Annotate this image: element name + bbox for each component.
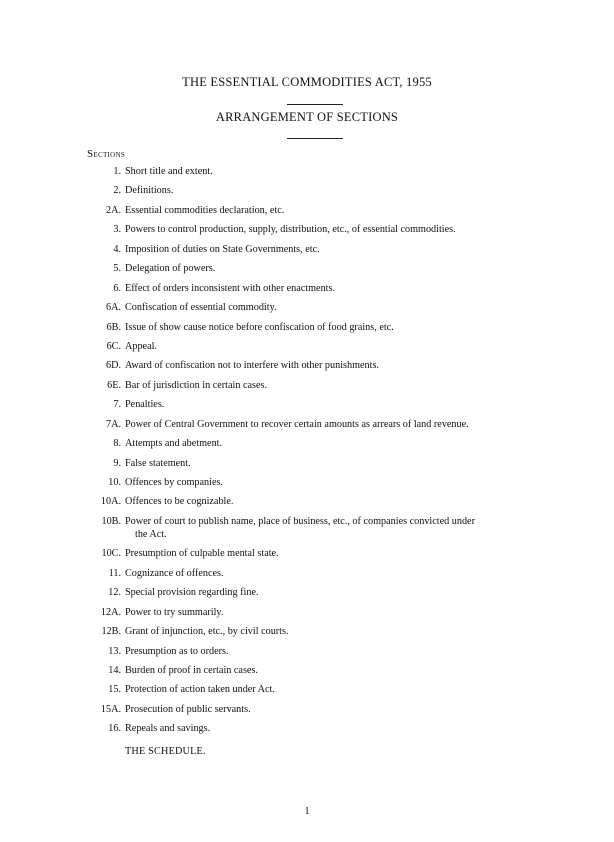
section-entry bbox=[0, 567, 614, 580]
section-number: 9. bbox=[113, 457, 121, 469]
section-entry bbox=[0, 340, 614, 353]
section-title bbox=[125, 418, 545, 431]
section-entry bbox=[0, 683, 614, 696]
section-number: 6B. bbox=[106, 321, 121, 333]
section-title-line: Power of Central Government to recover certain amounts as arrears of land revenue. bbox=[125, 418, 469, 430]
section-number: 6D. bbox=[106, 360, 121, 372]
section-title bbox=[125, 664, 545, 677]
section-title bbox=[125, 495, 545, 508]
section-title-line: Attempts and abetment. bbox=[125, 438, 223, 450]
section-number: 10A. bbox=[100, 496, 121, 508]
section-entry bbox=[0, 379, 614, 392]
section-entry bbox=[0, 664, 614, 677]
section-title bbox=[125, 243, 545, 256]
section-number: 6. bbox=[113, 282, 121, 294]
section-title-line: Power of court to publish name, place of business, etc., of companies convicted under bbox=[125, 515, 475, 527]
section-number: 16. bbox=[108, 723, 121, 735]
section-title-line: Offences to be cognizable. bbox=[125, 496, 234, 508]
section-title-line: Power to try summarily. bbox=[125, 606, 224, 618]
section-title-line: Prosecution of public servants. bbox=[125, 703, 251, 715]
section-title-line: Offences by companies. bbox=[125, 477, 223, 488]
section-number: 4. bbox=[113, 243, 121, 255]
section-title-line: Short title and extent. bbox=[125, 166, 213, 177]
section-entry bbox=[0, 301, 614, 314]
section-title-line: Definitions. bbox=[125, 185, 174, 197]
section-entry bbox=[0, 515, 614, 541]
section-number: 14. bbox=[108, 664, 121, 676]
section-number: 10C. bbox=[101, 548, 121, 560]
section-title bbox=[125, 437, 545, 450]
section-title bbox=[125, 223, 545, 236]
page-number: 1 bbox=[304, 806, 310, 817]
sections-label: Sections bbox=[87, 148, 126, 160]
section-title bbox=[125, 567, 545, 580]
section-title bbox=[125, 476, 545, 489]
section-title-line: Special provision regarding fine. bbox=[125, 587, 259, 599]
section-title bbox=[125, 586, 545, 599]
section-entry bbox=[0, 645, 614, 658]
section-title bbox=[125, 457, 545, 470]
section-title bbox=[125, 321, 545, 334]
section-title-line: Issue of show cause notice before confiscation of food grains, etc. bbox=[125, 321, 394, 333]
section-title-line: Penalties. bbox=[125, 399, 165, 411]
section-number: 6A. bbox=[106, 302, 121, 314]
section-title bbox=[125, 722, 545, 735]
section-entry bbox=[0, 606, 614, 619]
section-title bbox=[125, 301, 545, 314]
section-number: 1. bbox=[113, 166, 121, 177]
section-entry bbox=[0, 476, 614, 489]
section-entry bbox=[0, 165, 614, 178]
section-entry bbox=[0, 703, 614, 716]
section-title bbox=[125, 359, 545, 372]
section-number: 13. bbox=[108, 645, 121, 657]
section-title bbox=[125, 282, 545, 295]
section-title bbox=[125, 165, 545, 178]
section-entry bbox=[0, 359, 614, 372]
section-title bbox=[125, 606, 545, 619]
section-number: 11. bbox=[108, 567, 121, 579]
section-title-line: Cognizance of offences. bbox=[125, 567, 224, 579]
section-number: 6C. bbox=[106, 340, 121, 352]
section-title bbox=[125, 379, 545, 392]
section-number: 15A. bbox=[100, 703, 121, 715]
section-number: 12A. bbox=[100, 606, 121, 618]
section-number: 2. bbox=[113, 185, 121, 197]
section-entry bbox=[0, 586, 614, 599]
section-title-line: Effect of orders inconsistent with other enactments. bbox=[125, 282, 336, 294]
section-title-line: Presumption of culpable mental state. bbox=[125, 548, 279, 560]
section-title bbox=[125, 703, 545, 716]
section-entry bbox=[0, 495, 614, 508]
section-entry bbox=[0, 282, 614, 295]
section-number: 5. bbox=[113, 263, 121, 275]
section-number: 10B. bbox=[101, 515, 121, 527]
section-entry bbox=[0, 722, 614, 735]
section-title-line: Powers to control production, supply, distribution, etc., of essential commodities. bbox=[125, 224, 456, 236]
section-title-line: Bar of jurisdiction in certain cases. bbox=[125, 379, 268, 391]
section-title bbox=[125, 184, 545, 197]
section-title-line: Presumption as to orders. bbox=[125, 645, 229, 657]
schedule-heading: THE SCHEDULE. bbox=[125, 746, 206, 757]
section-title bbox=[125, 398, 545, 411]
section-number: 10. bbox=[108, 477, 121, 488]
section-title bbox=[125, 515, 545, 541]
section-number: 12. bbox=[108, 587, 121, 599]
section-title-line: Burden of proof in certain cases. bbox=[125, 664, 258, 676]
section-title bbox=[125, 547, 545, 560]
title-rule bbox=[287, 104, 343, 105]
section-title bbox=[125, 625, 545, 638]
section-entry bbox=[0, 184, 614, 197]
section-title-line: Repeals and savings. bbox=[125, 723, 211, 735]
section-title-line: Appeal. bbox=[125, 340, 157, 352]
section-number: 12B. bbox=[101, 626, 121, 638]
section-entry bbox=[0, 321, 614, 334]
section-number: 8. bbox=[113, 438, 121, 450]
sections-list bbox=[0, 165, 614, 742]
document-subtitle: ARRANGEMENT OF SECTIONS bbox=[215, 110, 399, 124]
section-number: 6E. bbox=[107, 379, 121, 391]
section-title-line: Essential commodities declaration, etc. bbox=[125, 204, 285, 216]
section-title bbox=[125, 262, 545, 275]
section-number: 15. bbox=[108, 684, 121, 696]
section-title-line: False statement. bbox=[125, 457, 191, 469]
section-entry bbox=[0, 418, 614, 431]
document-title: THE ESSENTIAL COMMODITIES ACT, 1955 bbox=[182, 75, 432, 89]
section-entry bbox=[0, 204, 614, 217]
section-number: 7A. bbox=[106, 418, 121, 430]
section-title bbox=[125, 683, 545, 696]
section-title bbox=[125, 340, 545, 353]
section-entry bbox=[0, 398, 614, 411]
section-title-line: Award of confiscation not to interfere with other punishments. bbox=[125, 360, 379, 372]
section-entry bbox=[0, 625, 614, 638]
section-title bbox=[125, 204, 545, 217]
section-title-line: Imposition of duties on State Governments, etc. bbox=[125, 243, 320, 255]
section-title bbox=[125, 645, 545, 658]
section-entry bbox=[0, 457, 614, 470]
section-entry bbox=[0, 262, 614, 275]
section-title-line: Delegation of powers. bbox=[125, 263, 216, 275]
section-title-line: Confiscation of essential commodity. bbox=[125, 302, 277, 314]
section-entry bbox=[0, 437, 614, 450]
section-title-continuation: the Act. bbox=[135, 528, 167, 540]
section-number: 7. bbox=[113, 399, 121, 411]
section-number: 3. bbox=[113, 224, 121, 236]
section-title-line: Protection of action taken under Act. bbox=[125, 684, 275, 696]
subtitle-rule bbox=[287, 138, 343, 139]
section-entry bbox=[0, 547, 614, 560]
section-entry bbox=[0, 243, 614, 256]
section-number: 2A. bbox=[106, 204, 121, 216]
section-title-line: Grant of injunction, etc., by civil courts. bbox=[125, 626, 289, 638]
section-entry bbox=[0, 223, 614, 236]
